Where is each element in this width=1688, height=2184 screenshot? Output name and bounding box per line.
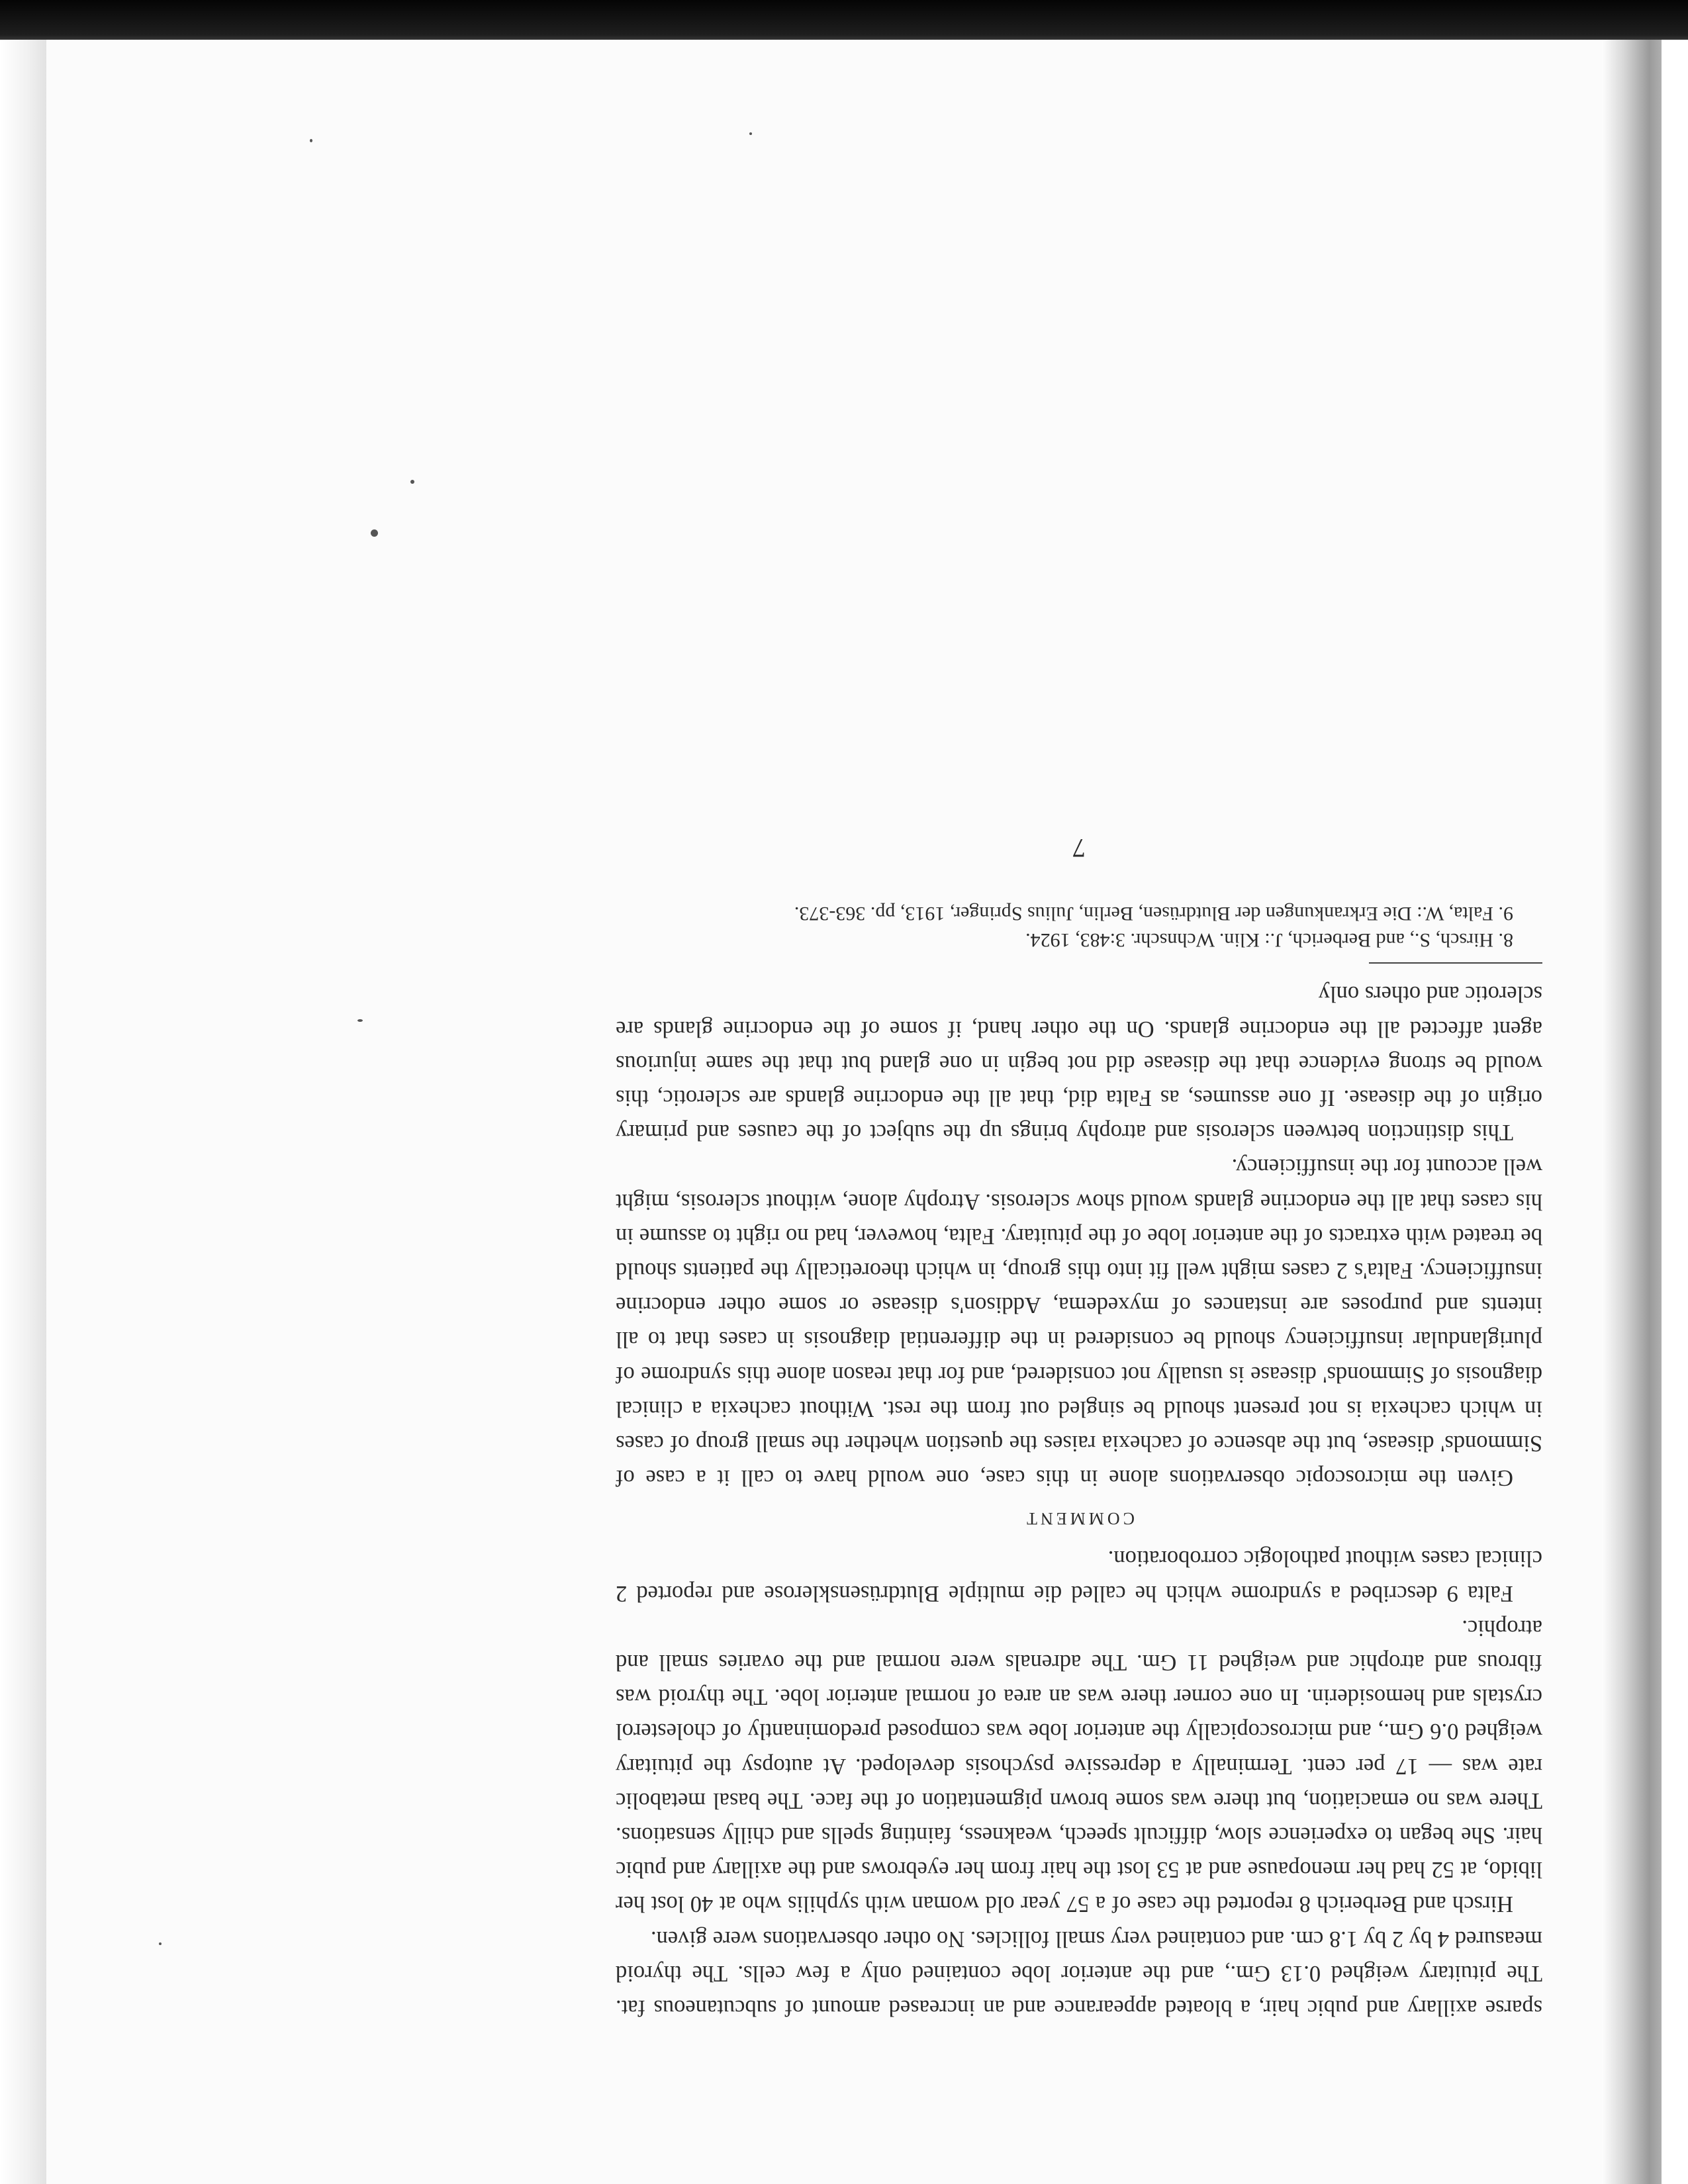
body-paragraph: Falta 9 described a syndrome which he called die multiple Blutdrüsensklerose and reported 2 clinical cases without pathologic corroboration. [616, 1546, 1542, 1606]
dust-speck [371, 529, 378, 537]
dust-speck [749, 132, 752, 135]
page-text-upside-down [616, 463, 1542, 2025]
comment-paragraph: This distinction between sclerosis and atrophy brings up the subject of the causes and primary origin of the disease. If one assumes, as Falta did, that all the endocrine glands are sclerotic, this would be strong evidence that the disease did not begin in one gland but that the same injurious agent affected all the endocrine glands. On the other hand, if some of the endocrine glands are sclerotic and others only [616, 981, 1542, 1146]
footnote: 9. Falta, W.: Die Erkrankungen der Blutdrüsen, Berlin, Julius Springer, 1913, pp. 363-373. [794, 903, 1513, 925]
section-heading: COMMENT [1023, 1509, 1135, 1529]
footnote-rule [1369, 962, 1542, 964]
body-paragraph: Hirsch and Berberich 8 reported the case of a 57 year old woman with syphilis who at 40 lost her libido, at 52 had her menopause and at 53 lost the hair from her eyebrows and the axillary and pubic hair. She began to experience slow, difficult speech, weakness, fainting spells and chilly sensations. There was no emaciation, but there was some brown pigmentation of the face. The basal metabolic rate was — 17 per cent. Terminally a depressive psychosis developed. At autopsy the pituitary weighed 0.6 Gm., and microscopically the anterior lobe was composed predominantly of cholesterol crystals and hemosiderin. In one corner there was an area of normal anterior lobe. The thyroid was fibrous and atrophic and weighed 11 Gm. The adrenals were normal and the ovaries small and atrophic. [616, 1615, 1542, 1917]
page-number: 7 [1072, 833, 1086, 864]
dust-speck [159, 1942, 162, 1945]
body-paragraph: sparse axillary and pubic hair, a bloated appearance and an increased amount of subcutaneous fat. The pituitary weighed 0.13 Gm., and the anterior lobe contained only a few cells. The thyroid measured 4 by 2 by 1.8 cm. and contained very small follicles. No other observations were given. [616, 1926, 1542, 2021]
scanner-left-margin [0, 40, 46, 2184]
dust-speck [410, 480, 414, 484]
footnote: 8. Hirsch, S., and Berberich, J.: Klin. Wchnschr. 3:483, 1924. [1025, 929, 1513, 952]
comment-paragraph: Given the microscopic observations alone in this case, one would have to call it a case of Simmonds' disease, but the absence of cachexia raises the question whether the small group of cases in which cachexia is not present should be singled out from the rest. Without cachexia a clinical diagnosis of Simmonds' disease is usually not considered, and for that reason alone this syndrome of pluriglandular insufficiency should be considered in the differential diagnosis in cases that to all intents and purposes are instances of myxedema, Addison's disease or some other endocrine insufficiency. Falta's 2 cases might well fit into this group, in which theoretically the patients should be treated with extracts of the anterior lobe of the pituitary. Falta, however, had no right to assume in his cases that all the endocrine glands would show sclerosis. Atrophy alone, without sclerosis, might well account for the insufficiency. [616, 1154, 1542, 1491]
dust-speck [357, 1019, 363, 1022]
scanner-right-margin [1662, 40, 1688, 2184]
dust-speck [310, 139, 312, 142]
